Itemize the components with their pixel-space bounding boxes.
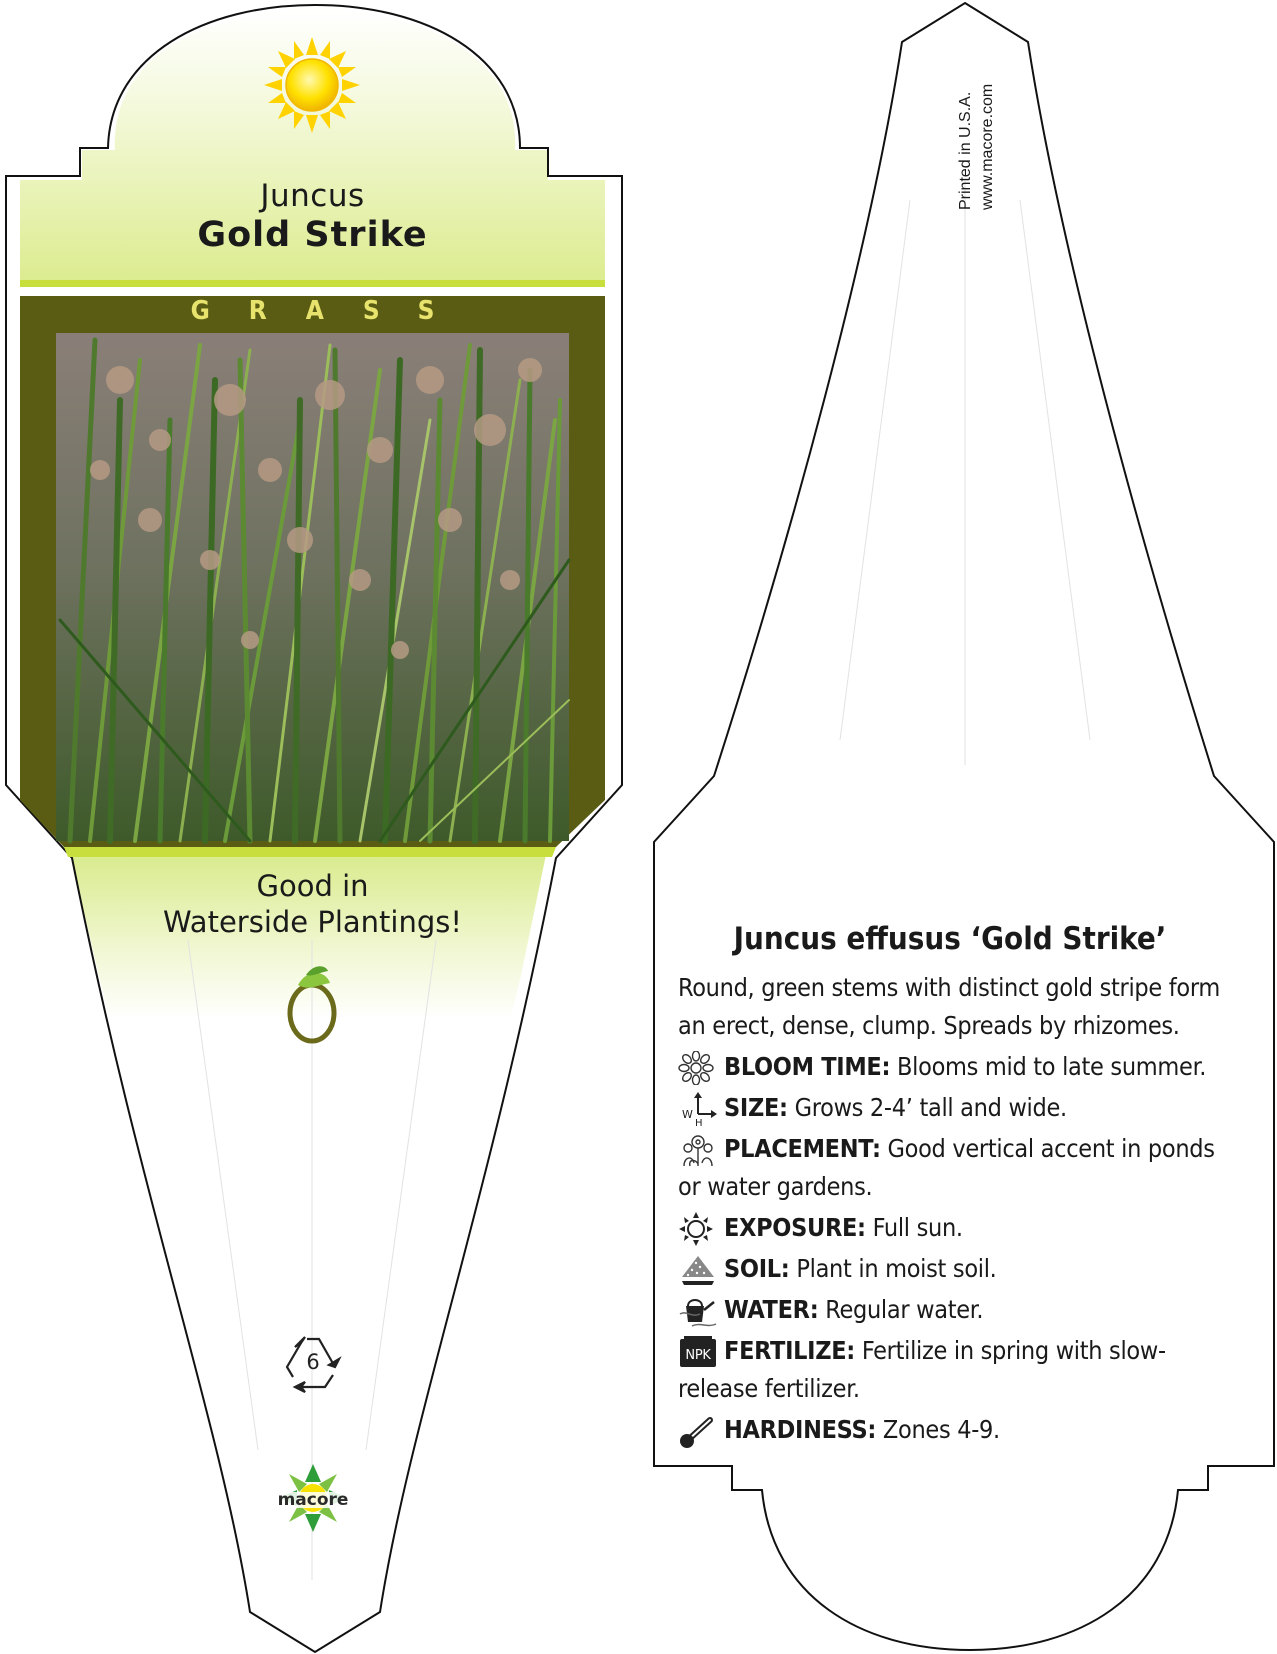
cultivar-name: Gold Strike	[197, 215, 428, 255]
npk-label: NPK	[685, 1348, 711, 1363]
attr-value: Grows 2-4’ tall and wide.	[794, 1093, 1067, 1122]
attr-label: BLOOM TIME:	[724, 1052, 891, 1081]
attribute-size	[678, 1089, 1233, 1127]
printed-info	[955, 84, 999, 210]
npk-icon	[678, 1335, 718, 1369]
attr-label: FERTILIZE:	[724, 1336, 856, 1365]
attr-label: WATER:	[724, 1295, 819, 1324]
attr-value: Good vertical accent in ponds or water gardens.	[678, 1134, 1215, 1201]
tagline-line-1: Good in	[256, 869, 369, 903]
attr-label: EXPOSURE:	[724, 1213, 866, 1242]
attribute-hardiness	[678, 1411, 1233, 1449]
attr-value: Regular water.	[825, 1295, 984, 1324]
attr-label: HARDINESS:	[724, 1415, 877, 1444]
thermometer-icon	[678, 1414, 718, 1448]
care-info	[678, 969, 1233, 1452]
tagline-line-2: Waterside Plantings!	[162, 905, 462, 939]
attr-label: PLACEMENT:	[724, 1134, 881, 1163]
brand-name: macore	[277, 1490, 349, 1510]
size-icon-h: H	[695, 1118, 703, 1126]
attribute-water	[678, 1291, 1233, 1329]
printed-line-1: Printed in U.S.A.	[957, 91, 974, 210]
attr-value: Blooms mid to late summer.	[897, 1052, 1207, 1081]
plant-description: Round, green stems with distinct gold stripe form an erect, dense, clump. Spreads by rhizomes.	[678, 973, 1220, 1040]
attribute-exposure	[678, 1209, 1233, 1247]
flower-icon	[678, 1051, 718, 1085]
botanical-title: Juncus effusus ‘Gold Strike’	[733, 921, 1167, 957]
sun-outline-icon	[678, 1212, 718, 1246]
watering-can-icon	[678, 1294, 718, 1328]
attr-label: SIZE:	[724, 1093, 788, 1122]
recycle-code: 6	[306, 1350, 320, 1374]
attr-label: SOIL:	[724, 1254, 790, 1283]
attribute-bloom-time	[678, 1048, 1233, 1086]
plants-icon	[678, 1133, 718, 1167]
size-icon-w: W	[682, 1108, 693, 1121]
printed-line-2: www.macore.com	[979, 83, 996, 210]
common-name: Juncus	[260, 178, 365, 214]
size-arrows-icon	[678, 1092, 718, 1126]
attr-value: Plant in moist soil.	[796, 1254, 997, 1283]
soil-icon	[678, 1253, 718, 1287]
attr-value: Full sun.	[872, 1213, 963, 1242]
attribute-fertilize	[678, 1332, 1233, 1408]
attr-value: Zones 4-9.	[882, 1415, 1000, 1444]
attribute-soil	[678, 1250, 1233, 1288]
category-label: GRASS	[190, 296, 474, 326]
attr-value: Fertilize in spring with slow-release fertilizer.	[678, 1336, 1166, 1403]
attribute-placement	[678, 1130, 1233, 1206]
